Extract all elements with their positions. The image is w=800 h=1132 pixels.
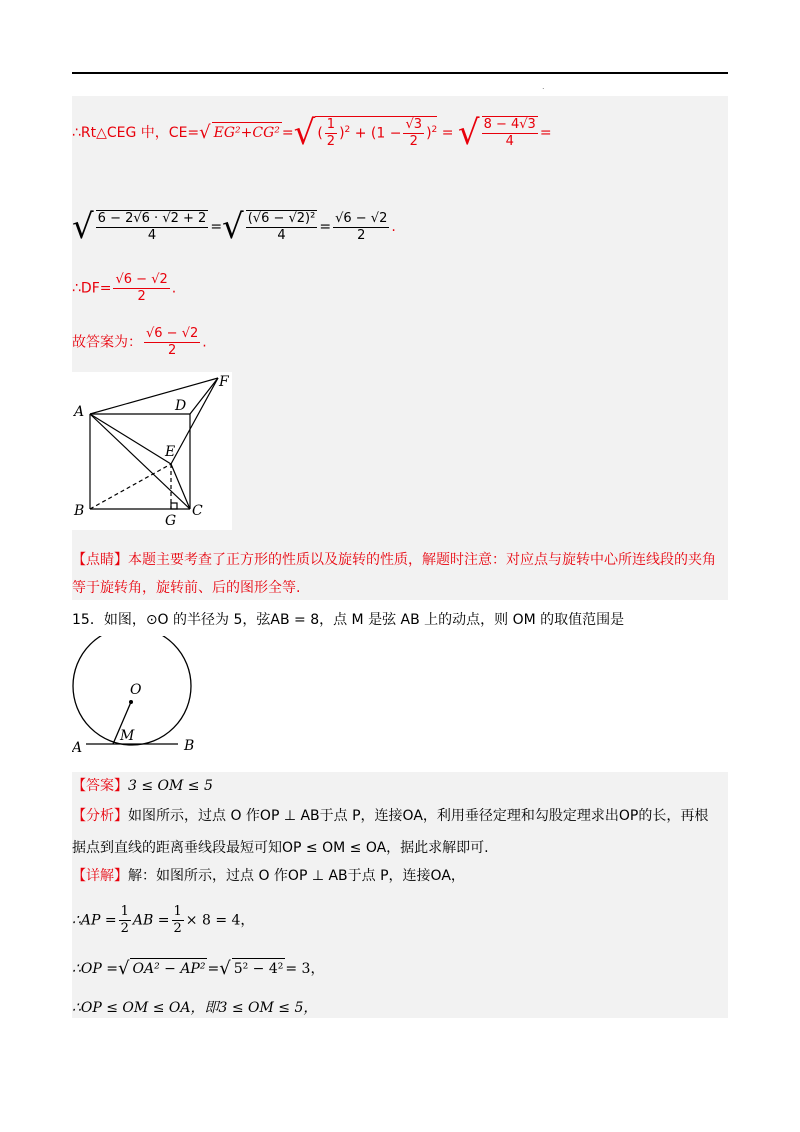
op-prefix: ∴OP = — [72, 961, 118, 977]
ce-root3: 3 — [413, 117, 423, 132]
answer-value: 3 ≤ OM ≤ 5 — [128, 778, 213, 794]
ce-half-num: 1 — [326, 117, 336, 132]
op-root-2: 5² − 4² — [232, 958, 286, 979]
line2-num-c: √6 − √2 — [335, 210, 388, 226]
label-e: E — [165, 444, 176, 460]
ap-den2: 2 — [173, 921, 182, 936]
op-mid: = — [207, 961, 220, 977]
header-rule — [72, 72, 728, 74]
answer-num: √6 − √2 — [146, 326, 199, 341]
ce-equation-line: ∴Rt△CEG 中，CE=√ EG²+CG² =√ ( $\frac{1}{2}$ )$^2$ + (1 − $\frac{√3}{2}$ )$^2$ = √ $\frac{8 - 4√3}{4}$ = — [72, 113, 552, 153]
label-m: M — [120, 728, 135, 744]
df-end: . — [171, 280, 177, 297]
answer-tag: 【答案】 — [72, 778, 128, 794]
answer-summary-line — [72, 326, 207, 359]
line2-num-b: (√6 − √2)² — [247, 211, 316, 226]
circle-figure — [72, 636, 212, 756]
conclusion-line: ∴OP ≤ OM ≤ OA，即3 ≤ OM ≤ 5， — [72, 1000, 318, 1016]
op-line: ∴OP =√ OA² − AP² =√ 5² − 4² = 3， — [72, 958, 325, 979]
ap-num2: 1 — [173, 904, 182, 919]
df-line — [72, 272, 176, 305]
ce-equals-3: = — [539, 125, 552, 141]
line2-den-b: 4 — [277, 228, 286, 243]
question-number: 15． — [72, 612, 104, 628]
analysis-tag: 【分析】 — [72, 808, 128, 824]
label-a2: A — [72, 740, 83, 756]
ap-num: 1 — [120, 904, 129, 919]
label-b2: B — [184, 738, 195, 754]
answer-den: 2 — [168, 343, 177, 358]
df-num: √6 − √2 — [115, 272, 168, 287]
ce-half-den: 2 — [326, 134, 336, 149]
ap-line — [72, 904, 254, 937]
answer-prefix: 故答案为： — [72, 334, 142, 351]
label-o: O — [130, 682, 142, 698]
analysis-text-1: 如图所示，过点 O 作OP ⊥ AB于点 P，连接OA，利用垂径定理和勾股定理求出OP的长，再根 — [128, 808, 709, 824]
ce-frac-den: 4 — [505, 134, 514, 149]
label-f: F — [219, 374, 229, 390]
simplification-line: √ $\frac{6 - 2√6 \cdot √2 + 2}{4}$ =√ $\frac{\text{(√6 − √2)²}}{4}$ = $\frac{√6 - √2}{2}$ . — [72, 207, 396, 247]
ce-equals-1: = — [281, 125, 294, 141]
answer-line — [72, 776, 213, 796]
ap-den: 2 — [120, 921, 129, 936]
line2-num: 6 − 2√6 · √2 + 2 — [97, 211, 207, 226]
line2-den-c: 2 — [357, 227, 366, 243]
answer-end: . — [202, 334, 207, 351]
ce-minus: (1 − — [370, 125, 402, 142]
label-d: D — [175, 398, 187, 414]
question-text: 如图，⊙O 的半径为 5，弦AB = 8，点 M 是弦 AB 上的动点，则 OM 的取值范围是 — [103, 612, 625, 628]
header-dot: . — [542, 82, 545, 91]
detail-line-1 — [72, 866, 465, 886]
ap-end: × 8 = 4， — [185, 912, 255, 929]
detail-text-1: 解：如图所示，过点 O 作OP ⊥ AB于点 P，连接OA， — [128, 868, 465, 884]
line2-eq: = — [210, 219, 223, 235]
question-15 — [72, 610, 624, 630]
analysis-line-1 — [72, 806, 708, 826]
ce-prefix: ∴Rt△CEG 中，CE= — [72, 125, 200, 141]
ce-root-expression: EG²+CG² — [212, 122, 282, 143]
df-den: 2 — [137, 289, 146, 304]
op-end: = 3， — [285, 961, 325, 977]
op-root-1: OA² − AP² — [130, 958, 207, 979]
ce-frac-num: 8 − 4√3 — [483, 117, 536, 132]
line2-den: 4 — [147, 228, 157, 243]
center-point — [129, 700, 133, 704]
label-c: C — [192, 503, 203, 519]
analysis-line-2: 据点到直线的距离垂线段最短可知OP ≤ OM ≤ OA，据此求解即可. — [72, 840, 489, 856]
label-g: G — [165, 513, 177, 529]
ce-equals-2: = — [441, 125, 454, 141]
comment-line-1: 【点睛】本题主要考查了正方形的性质以及旋转的性质，解题时注意：对应点与旋转中心所连线段的夹角 — [72, 552, 716, 568]
label-b: B — [74, 503, 85, 519]
line2-eq2: = — [319, 219, 332, 235]
ap-mid: AB = — [132, 912, 170, 929]
ap-prefix: ∴AP = — [72, 912, 117, 929]
comment-line-2: 等于旋转角，旋转前、后的图形全等. — [72, 580, 301, 596]
label-a: A — [74, 404, 85, 420]
ce-den2: 2 — [409, 134, 418, 149]
detail-tag: 【详解】 — [72, 868, 128, 884]
square-rotation-figure — [72, 372, 232, 530]
df-prefix: ∴DF= — [72, 280, 112, 297]
line2-end: . — [391, 219, 396, 235]
